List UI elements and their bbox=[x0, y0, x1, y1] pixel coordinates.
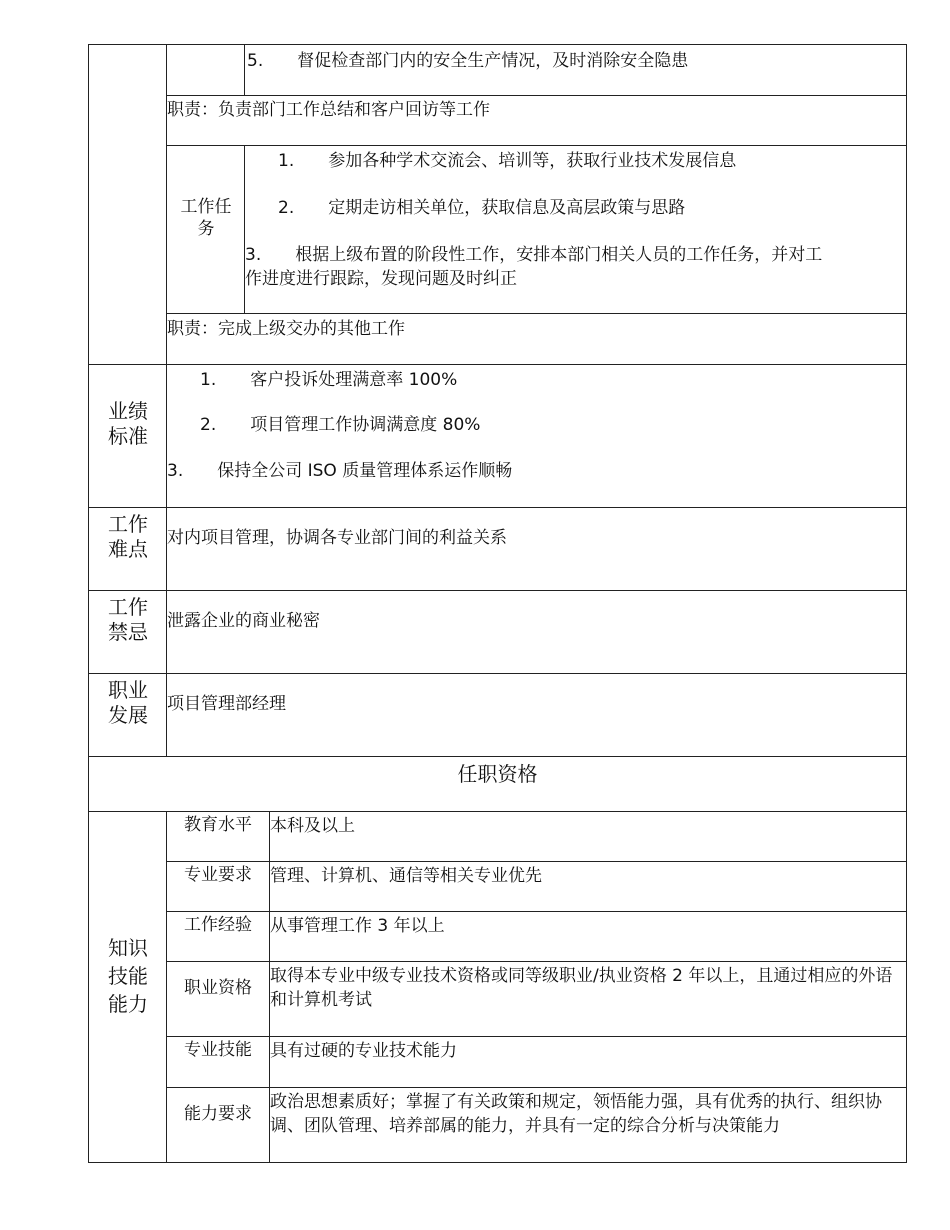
taboo-label: 工作禁忌 bbox=[108, 595, 148, 644]
qual-value-education: 本科及以上 bbox=[270, 816, 355, 836]
qual-value-cell-certification bbox=[269, 961, 907, 1037]
difficulty-label-cell bbox=[88, 507, 167, 591]
qual-value-cell-experience bbox=[269, 911, 907, 962]
taboo-label-cell bbox=[88, 590, 167, 674]
career-cell bbox=[166, 673, 907, 757]
duty2-text: 职责：负责部门工作总结和客户回访等工作 bbox=[167, 100, 490, 120]
career-text: 项目管理部经理 bbox=[167, 694, 286, 714]
task-label-cell bbox=[166, 145, 245, 314]
performance-label: 业绩标准 bbox=[108, 399, 148, 448]
qual-label-cell-experience bbox=[166, 911, 270, 962]
difficulty-text: 对内项目管理，协调各专业部门间的利益关系 bbox=[167, 528, 507, 548]
task-label: 工作任务 bbox=[180, 197, 232, 239]
duty3-text: 职责：完成上级交办的其他工作 bbox=[167, 319, 405, 339]
qual-value-cell-major bbox=[269, 861, 907, 912]
task-1: 1. 参加各种学术交流会、培训等，获取行业技术发展信息 bbox=[278, 151, 737, 171]
performance-item-3: 3. 保持全公司 ISO 质量管理体系运作顺畅 bbox=[167, 461, 513, 481]
qual-label-skill: 专业技能 bbox=[184, 1040, 252, 1060]
qual-value-major: 管理、计算机、通信等相关专业优先 bbox=[270, 866, 542, 886]
performance-cell bbox=[166, 364, 907, 508]
qual-value-cell-skill bbox=[269, 1036, 907, 1088]
qual-label-cell-education bbox=[166, 811, 270, 862]
duty3-cell bbox=[166, 313, 907, 365]
difficulty-cell bbox=[166, 507, 907, 591]
item5-blank-label-cell bbox=[166, 44, 245, 96]
qual-label-cell-certification bbox=[166, 961, 270, 1037]
qualification-group-label: 知识技能能力 bbox=[108, 936, 148, 1016]
qual-value-skill: 具有过硬的专业技术能力 bbox=[270, 1041, 457, 1061]
qual-label-cell-ability bbox=[166, 1087, 270, 1163]
taboo-cell bbox=[166, 590, 907, 674]
duty2-cell bbox=[166, 95, 907, 146]
qual-label-experience: 工作经验 bbox=[184, 915, 252, 935]
qual-label-cell-major bbox=[166, 861, 270, 912]
top-left-merged-cell bbox=[88, 44, 167, 365]
performance-item-1: 1. 客户投诉处理满意率 100% bbox=[200, 370, 458, 390]
task-2: 2. 定期走访相关单位，获取信息及高层政策与思路 bbox=[278, 198, 686, 218]
item5-cell bbox=[244, 44, 907, 96]
item5-text: 5. 督促检查部门内的安全生产情况，及时消除安全隐患 bbox=[247, 51, 689, 71]
career-label-cell bbox=[88, 673, 167, 757]
career-label: 职业发展 bbox=[108, 678, 148, 727]
qual-value-certification: 取得本专业中级专业技术资格或同等级职业/执业资格 2 年以上，且通过相应的外语和计算机考试 bbox=[270, 966, 893, 1010]
qualification-group-label-cell bbox=[88, 811, 167, 1163]
qual-value-cell-ability bbox=[269, 1087, 907, 1163]
qual-value-experience: 从事管理工作 3 年以上 bbox=[270, 916, 445, 936]
tasks-cell bbox=[244, 145, 907, 314]
qual-label-cell-skill bbox=[166, 1036, 270, 1088]
task-3-line2: 作进度进行跟踪，发现问题及时纠正 bbox=[245, 269, 517, 289]
qual-value-cell-education bbox=[269, 811, 907, 862]
task-3-line1: 3. 根据上级布置的阶段性工作，安排本部门相关人员的工作任务，并对工 bbox=[245, 245, 823, 265]
performance-item-2: 2. 项目管理工作协调满意度 80% bbox=[200, 415, 481, 435]
difficulty-label: 工作难点 bbox=[108, 512, 148, 561]
taboo-text: 泄露企业的商业秘密 bbox=[167, 611, 320, 631]
qual-label-ability: 能力要求 bbox=[184, 1104, 252, 1124]
performance-label-cell bbox=[88, 364, 167, 508]
qual-value-ability: 政治思想素质好；掌握了有关政策和规定，领悟能力强，具有优秀的执行、组织协调、团队管理、培养部属的能力，并具有一定的综合分析与决策能力 bbox=[270, 1092, 882, 1136]
qualification-title: 任职资格 bbox=[457, 762, 538, 786]
qual-label-major: 专业要求 bbox=[184, 865, 252, 885]
qual-label-certification: 职业资格 bbox=[184, 978, 252, 998]
qual-label-education: 教育水平 bbox=[184, 815, 252, 835]
qualification-title-cell bbox=[88, 756, 907, 812]
